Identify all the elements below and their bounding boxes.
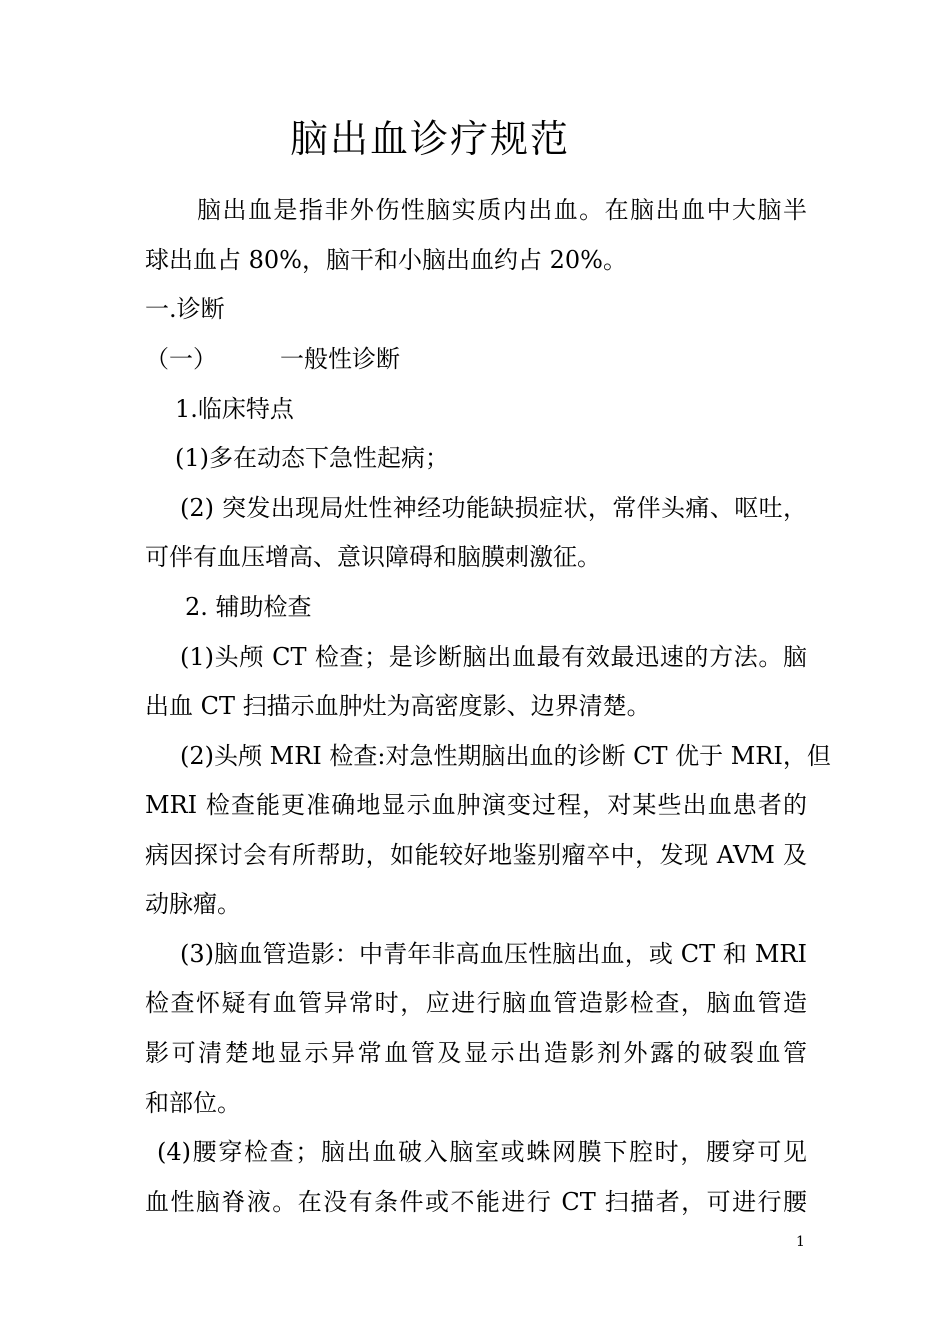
paragraph-line: 血性脑脊液。在没有条件或不能进行 CT 扫描者，可进行腰 — [145, 1188, 807, 1216]
paragraph-line: 脑出血是指非外伤性脑实质内出血。在脑出血中大脑半 — [197, 196, 807, 224]
page-number: 1 — [796, 1234, 805, 1250]
subsection-heading: 一般性诊断 — [280, 345, 400, 373]
paragraph-line: 动脉瘤。 — [145, 890, 241, 918]
paragraph-line: 可伴有血压增高、意识障碍和脑膜刺激征。 — [145, 543, 601, 571]
paragraph-line: MRI 检查能更准确地显示血肿演变过程，对某些出血患者的 — [145, 791, 807, 819]
paragraph-line: 影可清楚地显示异常血管及显示出造影剂外露的破裂血管 — [145, 1039, 807, 1067]
section-heading: 一.诊断 — [145, 295, 225, 323]
paragraph-line: (3)脑血管造影：中青年非高血压性脑出血，或 CT 和 MRI — [180, 940, 807, 968]
paragraph-line: 病因探讨会有所帮助，如能较好地鉴别瘤卒中，发现 AVM 及 — [145, 841, 807, 869]
paragraph-line: 出血 CT 扫描示血肿灶为高密度影、边界清楚。 — [145, 692, 651, 720]
paragraph-line: 球出血占 80%，脑干和小脑出血约占 20%。 — [145, 246, 627, 274]
paragraph-line: (1)头颅 CT 检查；是诊断脑出血最有效最迅速的方法。脑 — [180, 643, 807, 671]
item-heading: 1.临床特点 — [175, 395, 294, 423]
paragraph-line: (4)腰穿检查；脑出血破入脑室或蛛网膜下腔时，腰穿可见 — [157, 1138, 807, 1166]
paragraph-line: (1)多在动态下急性起病； — [175, 444, 449, 472]
item-heading: 2. 辅助检查 — [185, 593, 312, 621]
subsection-number: （一） — [145, 345, 217, 373]
document-title: 脑出血诊疗规范 — [290, 117, 571, 161]
paragraph-line: 检查怀疑有血管异常时，应进行脑血管造影检查，脑血管造 — [145, 989, 807, 1017]
paragraph-line: (2) 突发出现局灶性神经功能缺损症状，常伴头痛、呕吐， — [180, 494, 807, 522]
paragraph-line: 和部位。 — [145, 1089, 241, 1117]
paragraph-line: (2)头颅 MRI 检查:对急性期脑出血的诊断 CT 优于 MRI，但 — [180, 742, 831, 770]
